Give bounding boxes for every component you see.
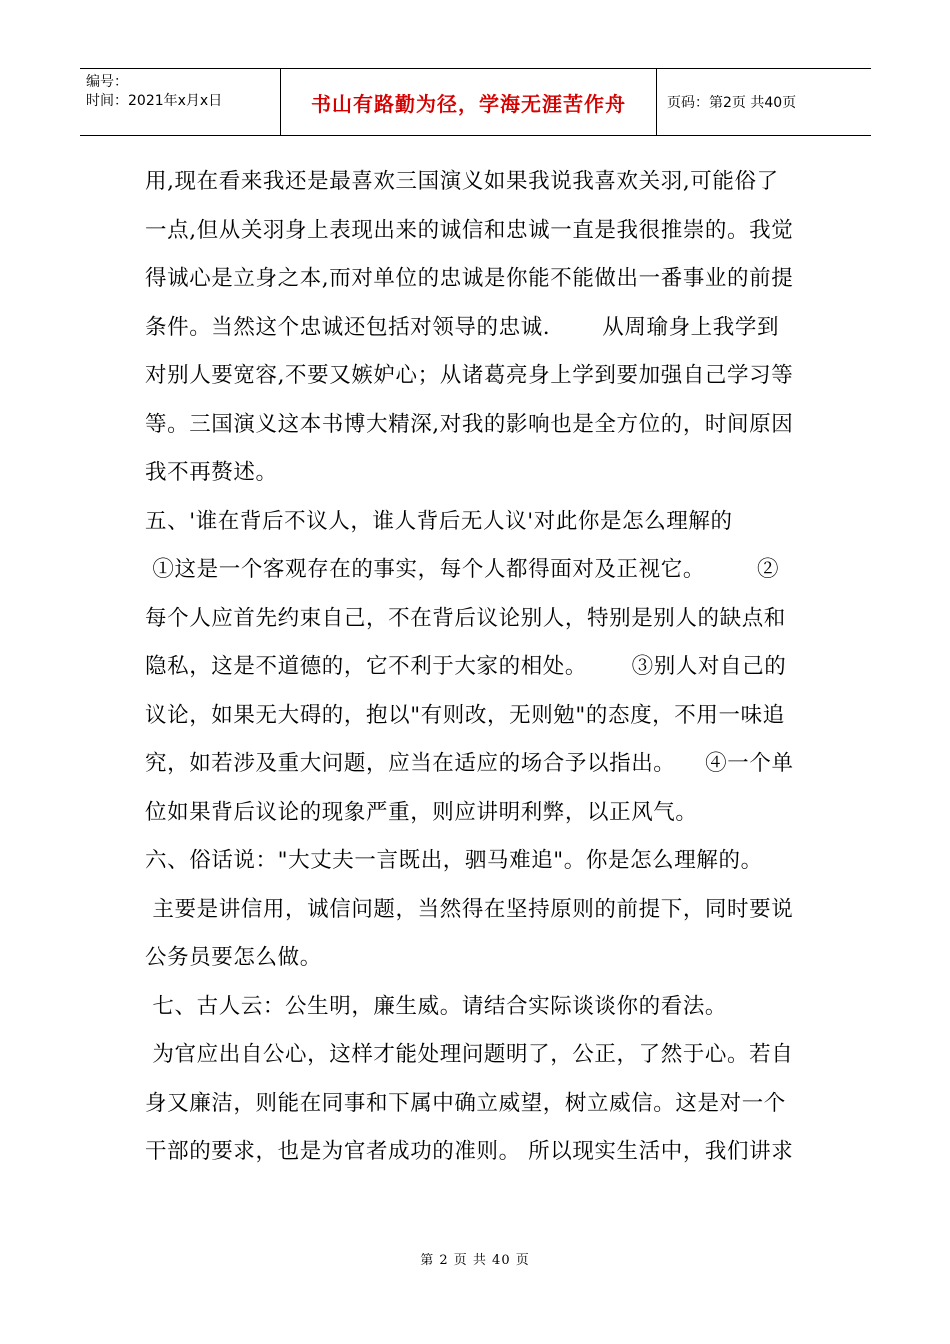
section-heading: 五、'谁在背后不议人，谁人背后无人议'对此你是怎么理解的 (145, 508, 733, 534)
text-line: 位如果背后议论的现象严重，则应讲明利弊，以正风气。 (145, 799, 698, 825)
text-line: 条件。当然这个忠诚还包括对领导的忠诚. 从周瑜身上我学到 (145, 314, 780, 340)
page-header (80, 68, 871, 136)
date-label: 时间：2021年x月x日 (86, 93, 223, 109)
text-line: 对别人要宽容,不要又嫉妒心；从诸葛亮身上学到要加强自己学习等 (145, 363, 794, 388)
header-motto: 书山有路勤为径，学海无涯苦作舟 (281, 69, 657, 135)
text-line: ①这是一个客观存在的事实，每个人都得面对及正视它。 ② (145, 557, 780, 582)
number-label: 编号： (86, 74, 128, 90)
header-page-info: 页码：第2页 共40页 (667, 95, 797, 111)
document-body (145, 158, 815, 1177)
text-line: 究，如若涉及重大问题，应当在适应的场合予以指出。 ④一个单 (145, 751, 794, 776)
text-line: 隐私，这是不道德的，它不利于大家的相处。 ③别人对自己的 (145, 654, 787, 679)
section-heading: 六、俗话说："大丈夫一言既出，驷马难追"。你是怎么理解的。 (145, 848, 763, 873)
text-line: 为官应出自公心，这样才能处理问题明了，公正，了然于心。若自 (145, 1042, 794, 1067)
text-line: 我不再赘述。 (145, 460, 278, 485)
text-line: 身又廉洁，则能在同事和下属中确立威望，树立威信。这是对一个 (145, 1090, 786, 1116)
text-line: 议论，如果无大碍的，抱以"有则改，无则勉"的态度，不用一味追 (145, 702, 785, 728)
section-heading: 七、古人云：公生明，廉生威。请结合实际谈谈你的看法。 (145, 993, 728, 1019)
text-line: 主要是讲信用，诚信问题，当然得在坚持原则的前提下，同时要说 (145, 896, 794, 922)
text-line: 每个人应首先约束自己，不在背后议论别人，特别是别人的缺点和 (145, 605, 786, 631)
text-line: 一点,但从关羽身上表现出来的诚信和忠诚一直是我很推崇的。我觉 (145, 217, 794, 243)
text-line: 等。三国演义这本书博大精深,对我的影响也是全方位的，时间原因 (145, 411, 794, 437)
text-line: 干部的要求，也是为官者成功的准则。 所以现实生活中，我们讲求 (145, 1139, 794, 1164)
header-meta (80, 69, 281, 135)
page-footer: 第 2 页 共 40 页 (420, 1253, 530, 1268)
text-line: 用,现在看来我还是最喜欢三国演义如果我说我喜欢关羽,可能俗了 (145, 169, 779, 194)
text-line: 公务员要怎么做。 (145, 945, 322, 970)
text-line: 得诚心是立身之本,而对单位的忠诚是你能不能做出一番事业的前提 (145, 266, 794, 291)
